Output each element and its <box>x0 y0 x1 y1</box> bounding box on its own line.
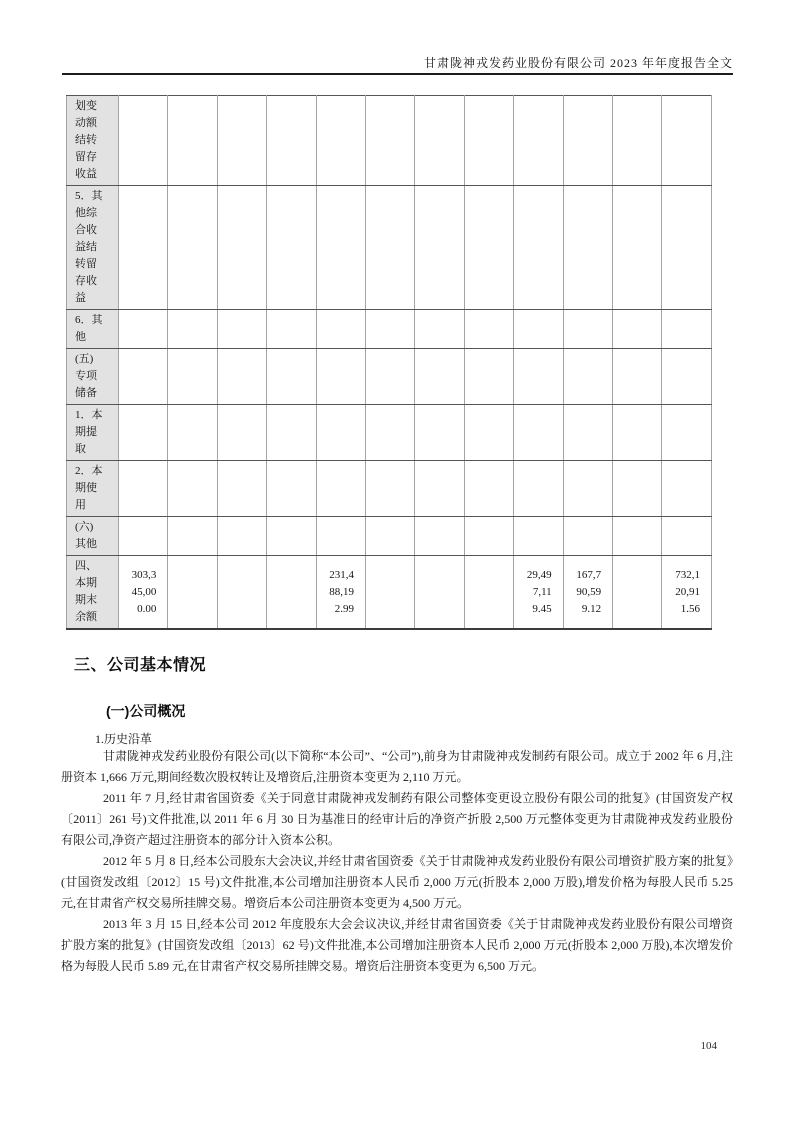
value-cell <box>464 405 513 461</box>
subsection-heading: (一)公司概况 <box>106 703 186 719</box>
value-cell <box>168 517 217 556</box>
value-cell <box>613 461 662 517</box>
value-cell <box>366 556 415 630</box>
value-cell <box>662 349 712 405</box>
equity-change-table <box>66 95 712 630</box>
value-cell <box>119 461 168 517</box>
value-cell <box>217 461 266 517</box>
value-cell <box>168 556 217 630</box>
row-label-cell: (六)其他 <box>67 517 119 556</box>
paragraph: 2013 年 3 月 15 日,经本公司 2012 年度股东大会会议决议,并经甘肃省国资委《关于甘肃陇神戎发药业股份有限公司增资扩股方案的批复》(甘国资发改组〔2013〕62 号)文件批准,本公司增加注册资本人民币 2,000 万元(折股本 2,000 万股),本次增发价格为每股人民币 5.89 元,在甘肃省产权交易所挂牌交易。增资后注册资本变更为 6,500 万元。 <box>61 917 733 973</box>
value-cell <box>366 186 415 310</box>
value-cell <box>563 349 612 405</box>
paragraph: 甘肃陇神戎发药业股份有限公司(以下简称“本公司”、“公司”),前身为甘肃陇神戎发制药有限公司。成立于 2002 年 6 月,注册资本 1,666 万元,期间经数次股权转让及增资后,注册资本变更为 2,110 万元。 <box>61 749 733 784</box>
value-cell <box>267 349 316 405</box>
value-cell <box>217 186 266 310</box>
value-cell <box>613 349 662 405</box>
value-cell <box>563 405 612 461</box>
row-label-cell: 划变动额结转留存收益 <box>67 96 119 186</box>
history-paragraphs <box>61 746 733 977</box>
row-label-cell: 5．其他综合收益结转留存收益 <box>67 186 119 310</box>
row-label-cell: 四、本期期末余额 <box>67 556 119 630</box>
table-row <box>67 517 712 556</box>
value-cell: 303,345,000.00 <box>119 556 168 630</box>
table-row <box>67 556 712 630</box>
value-cell: 732,120,911.56 <box>662 556 712 630</box>
value-cell <box>316 96 365 186</box>
value-cell <box>464 517 513 556</box>
value-cell: 29,497,119.45 <box>514 556 563 630</box>
value-cell <box>662 186 712 310</box>
value-cell <box>366 461 415 517</box>
value-cell <box>415 96 464 186</box>
value-cell <box>217 349 266 405</box>
value-cell <box>267 461 316 517</box>
value-cell <box>563 461 612 517</box>
value-cell <box>168 405 217 461</box>
value-cell <box>366 517 415 556</box>
row-label-cell: 6．其他 <box>67 310 119 349</box>
value-cell <box>662 310 712 349</box>
row-label-cell: 1．本期提取 <box>67 405 119 461</box>
value-cell <box>662 517 712 556</box>
value-cell <box>613 405 662 461</box>
table-row <box>67 461 712 517</box>
table-row <box>67 405 712 461</box>
value-cell <box>119 517 168 556</box>
value-cell <box>563 310 612 349</box>
value-cell <box>119 405 168 461</box>
value-cell <box>464 96 513 186</box>
value-cell <box>514 96 563 186</box>
value-cell <box>415 405 464 461</box>
value-cell <box>464 349 513 405</box>
value-cell <box>316 405 365 461</box>
paragraph: 2012 年 5 月 8 日,经本公司股东大会决议,并经甘肃省国资委《关于甘肃陇神戎发药业股份有限公司增资扩股方案的批复》(甘国资发改组〔2012〕15 号)文件批准,本公司增加注册资本人民币 2,000 万元(折股本 2,000 万股),增发价格为每股人民币 5.25 元,在甘肃省产权交易所挂牌交易。增资后本公司注册资本变更为 4,500 万元。 <box>61 854 733 910</box>
paragraph: 2011 年 7 月,经甘肃省国资委《关于同意甘肃陇神戎发制药有限公司整体变更设立股份有限公司的批复》(甘国资发产权〔2011〕261 号)文件批准,以 2011 年 6 月 30 日为基准日的经审计后的净资产折股 2,500 万元整体变更为甘肃陇神戎发药业股份有限公司,净资产超过注册资本的部分计入资本公积。 <box>61 791 733 847</box>
value-cell <box>316 349 365 405</box>
value-cell <box>514 310 563 349</box>
value-cell <box>563 186 612 310</box>
value-cell <box>464 461 513 517</box>
table-row <box>67 96 712 186</box>
value-cell <box>415 186 464 310</box>
table-row <box>67 186 712 310</box>
value-cell <box>267 405 316 461</box>
value-cell <box>119 310 168 349</box>
value-cell <box>316 186 365 310</box>
value-cell <box>119 186 168 310</box>
value-cell <box>662 461 712 517</box>
row-label-cell: 2．本期使用 <box>67 461 119 517</box>
value-cell <box>662 96 712 186</box>
value-cell <box>415 349 464 405</box>
row-label-cell: (五)专项储备 <box>67 349 119 405</box>
value-cell <box>168 310 217 349</box>
value-cell <box>217 310 266 349</box>
value-cell <box>217 517 266 556</box>
value-cell <box>316 517 365 556</box>
value-cell <box>662 405 712 461</box>
value-cell <box>613 186 662 310</box>
value-cell <box>366 96 415 186</box>
value-cell <box>514 349 563 405</box>
value-cell <box>168 96 217 186</box>
value-cell <box>217 96 266 186</box>
value-cell <box>464 556 513 630</box>
value-cell <box>267 556 316 630</box>
document-header-title: 甘肃陇神戎发药业股份有限公司 2023 年年度报告全文 <box>423 56 733 70</box>
value-cell: 231,488,192.99 <box>316 556 365 630</box>
value-cell <box>613 556 662 630</box>
value-cell <box>514 405 563 461</box>
value-cell <box>366 405 415 461</box>
value-cell <box>119 349 168 405</box>
value-cell <box>316 461 365 517</box>
value-cell <box>514 517 563 556</box>
equity-table-body <box>67 96 712 630</box>
value-cell <box>464 310 513 349</box>
value-cell <box>168 461 217 517</box>
page-number: 104 <box>700 1040 717 1052</box>
value-cell <box>316 310 365 349</box>
value-cell <box>366 310 415 349</box>
value-cell <box>415 461 464 517</box>
table-row <box>67 310 712 349</box>
value-cell <box>613 310 662 349</box>
value-cell <box>267 96 316 186</box>
item-heading: 1.历史沿革 <box>95 732 153 746</box>
value-cell <box>415 310 464 349</box>
value-cell <box>613 96 662 186</box>
value-cell <box>613 517 662 556</box>
value-cell <box>168 349 217 405</box>
section-heading: 三、公司基本情况 <box>74 657 207 674</box>
value-cell <box>563 96 612 186</box>
value-cell <box>168 186 217 310</box>
value-cell <box>415 556 464 630</box>
value-cell <box>563 517 612 556</box>
value-cell <box>514 186 563 310</box>
value-cell: 167,790,599.12 <box>563 556 612 630</box>
value-cell <box>514 461 563 517</box>
table-row <box>67 349 712 405</box>
value-cell <box>415 517 464 556</box>
value-cell <box>464 186 513 310</box>
value-cell <box>267 186 316 310</box>
value-cell <box>366 349 415 405</box>
value-cell <box>119 96 168 186</box>
value-cell <box>267 310 316 349</box>
value-cell <box>217 405 266 461</box>
value-cell <box>217 556 266 630</box>
value-cell <box>267 517 316 556</box>
header-divider <box>62 73 733 75</box>
